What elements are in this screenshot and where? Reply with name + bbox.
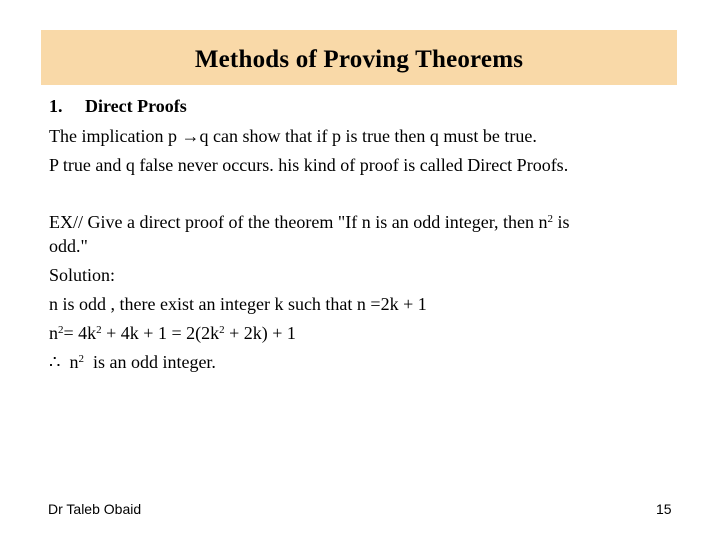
solution-step-1: n is odd , there exist an integer k such that n =2k + 1	[49, 294, 427, 314]
section-number: 1.	[49, 96, 63, 116]
example-text: EX// Give a direct proof of the theorem "If n is an odd integer, then n	[49, 212, 548, 232]
example-superscript: 2	[547, 213, 553, 225]
example-line-2: odd."	[49, 236, 88, 256]
footer-author: Dr Taleb Obaid	[48, 501, 142, 517]
title-banner	[41, 30, 677, 85]
section-label: Direct Proofs	[85, 96, 187, 116]
conclusion-line	[49, 352, 216, 372]
section-heading	[49, 96, 187, 116]
step2-sup-b: 2	[96, 324, 102, 336]
step2-part-b: = 4k	[63, 323, 97, 343]
conclusion-part-b: is an odd integer.	[88, 352, 216, 372]
solution-label: Solution:	[49, 265, 116, 285]
solution-step-2	[49, 323, 296, 343]
example-text-end: is	[552, 212, 570, 232]
paragraph-line-1: The implication p →q can show that if p is true then q must be true.	[49, 126, 537, 146]
step2-part-c: + 4k + 1 = 2(2k	[101, 323, 220, 343]
example-line-1	[49, 212, 570, 232]
conclusion-part-a: n	[69, 352, 79, 372]
step2-part-d: + 2k) + 1	[224, 323, 296, 343]
step2-part-a: n	[49, 323, 58, 343]
page-number: 15	[656, 501, 672, 517]
step2-sup-a: 2	[58, 324, 64, 336]
conclusion-sup: 2	[78, 353, 84, 365]
slide-title: Methods of Proving Theorems	[194, 45, 524, 73]
paragraph-line-2: P true and q false never occurs. his kind of proof is called Direct Proofs.	[49, 155, 569, 175]
therefore-symbol: ∴	[49, 352, 61, 372]
step2-sup-c: 2	[219, 324, 225, 336]
